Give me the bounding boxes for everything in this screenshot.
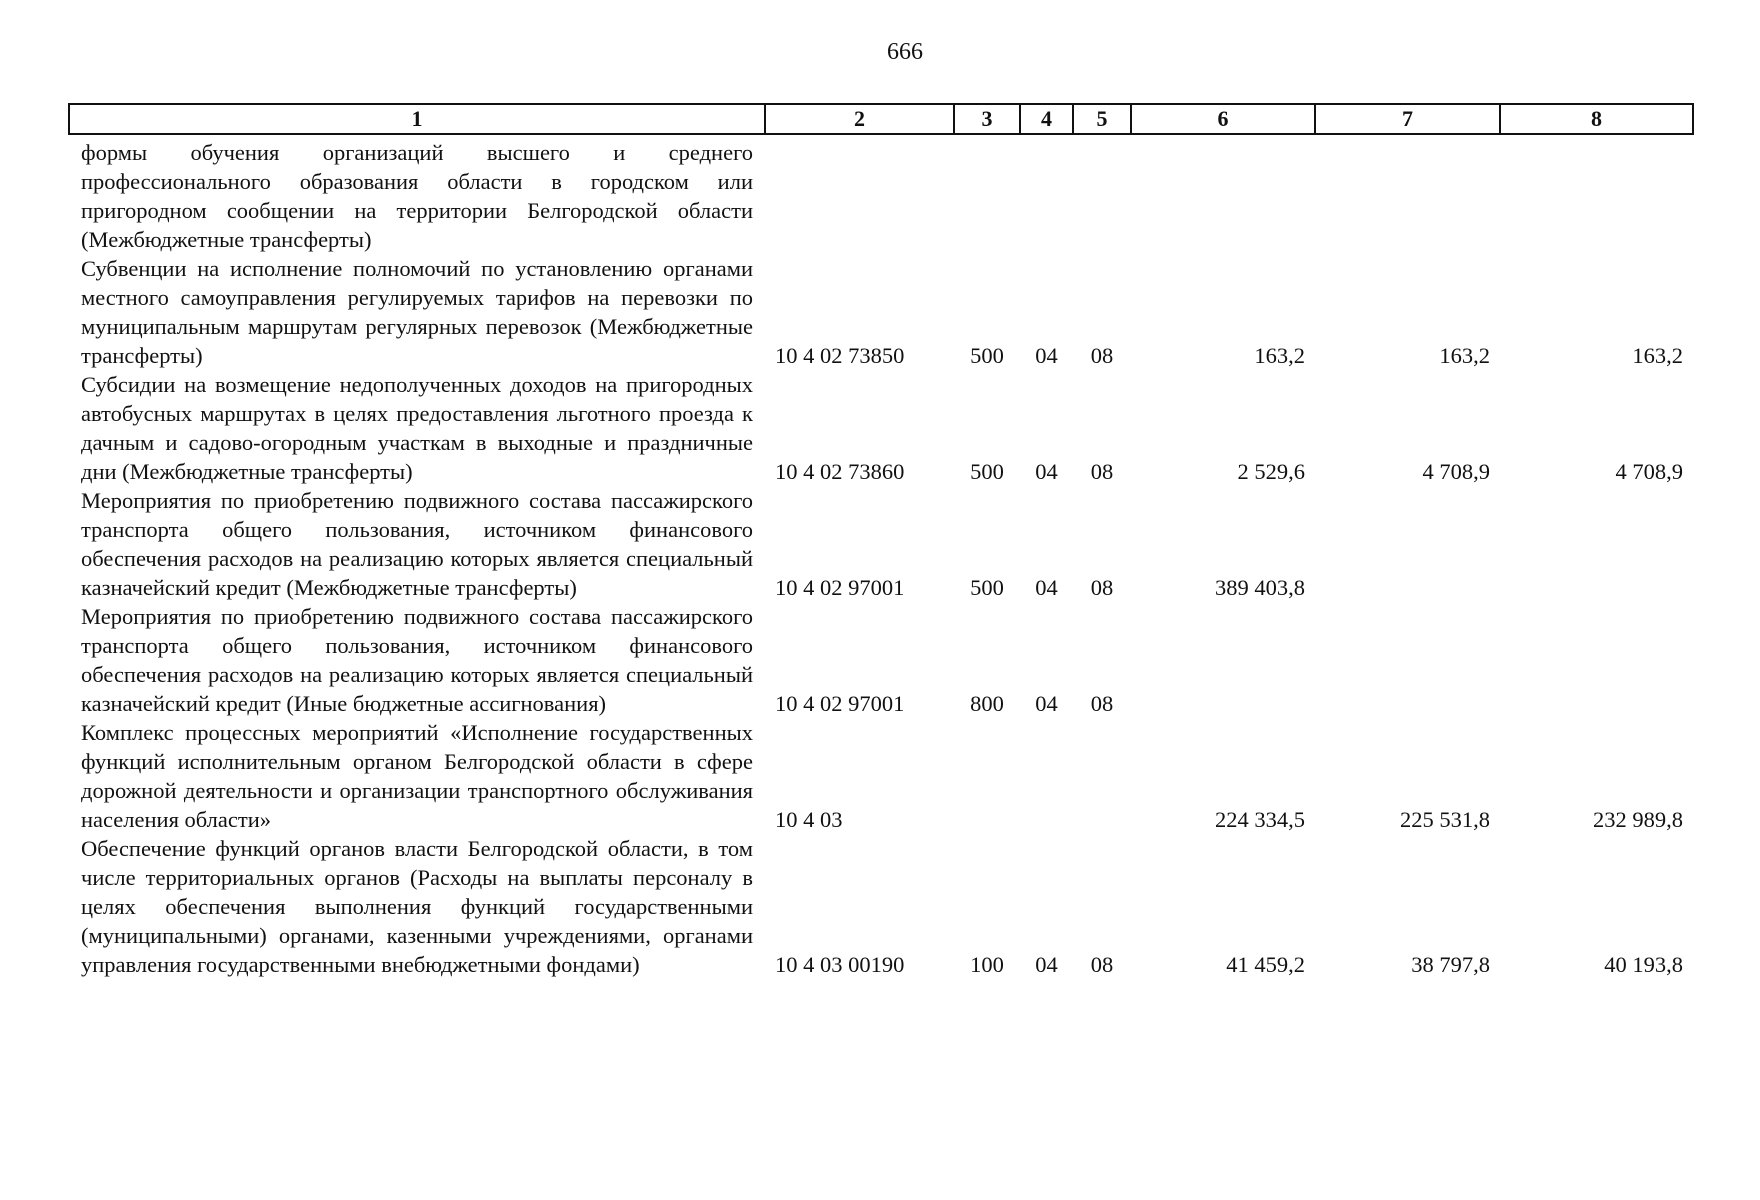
row-col-3 — [954, 718, 1020, 834]
row-code: 10 4 02 97001 — [775, 575, 905, 600]
row-col-3: 100 — [970, 952, 1004, 977]
header-col-1: 1 — [69, 104, 765, 134]
row-name: Мероприятия по приобретению подвижного состава пассажирского транспорта общего пользования, источником финансового обеспечения расходов на реализацию которых является специальный казначейский кредит (Межбюджетные трансферты) — [81, 488, 753, 600]
header-col-7: 7 — [1315, 104, 1500, 134]
row-col-4: 04 — [1035, 952, 1058, 977]
row-col-3 — [954, 134, 1020, 254]
row-col-5: 08 — [1090, 691, 1114, 716]
row-code: 10 4 02 73860 — [775, 459, 905, 484]
row-value-8 — [1500, 602, 1693, 718]
row-value-7 — [1315, 602, 1500, 718]
row-value-7 — [1315, 486, 1500, 602]
row-value-6: 163,2 — [1254, 343, 1305, 368]
table-row — [69, 134, 1693, 254]
row-value-6 — [1131, 134, 1315, 254]
row-value-8: 163,2 — [1632, 343, 1683, 368]
row-value-6 — [1131, 602, 1315, 718]
row-col-5: 08 — [1090, 459, 1114, 484]
header-col-3: 3 — [954, 104, 1020, 134]
row-col-4: 04 — [1035, 459, 1058, 484]
row-code: 10 4 03 — [775, 807, 843, 832]
row-col-5: 08 — [1090, 952, 1114, 977]
row-code — [765, 134, 954, 254]
table-row — [69, 718, 1693, 834]
table-row — [69, 834, 1693, 979]
row-col-3: 500 — [970, 575, 1004, 600]
row-value-6: 41 459,2 — [1226, 952, 1305, 977]
row-name: формы обучения организаций высшего и среднего профессионального образования области в городском или пригородном сообщении на территории Белгородской области (Межбюджетные трансферты) — [81, 140, 753, 252]
row-col-3: 500 — [970, 343, 1004, 368]
row-col-5: 08 — [1090, 575, 1114, 600]
row-code: 10 4 02 73850 — [775, 343, 905, 368]
table-row — [69, 486, 1693, 602]
row-value-6: 224 334,5 — [1215, 807, 1305, 832]
header-col-6: 6 — [1131, 104, 1315, 134]
row-code: 10 4 03 00190 — [775, 952, 905, 977]
table-row — [69, 254, 1693, 370]
row-col-4: 04 — [1035, 343, 1058, 368]
row-col-4 — [1020, 134, 1073, 254]
row-code: 10 4 02 97001 — [775, 691, 905, 716]
row-col-3: 500 — [970, 459, 1004, 484]
row-value-8: 40 193,8 — [1604, 952, 1683, 977]
row-value-6: 389 403,8 — [1215, 575, 1305, 600]
row-col-3: 800 — [970, 691, 1004, 716]
row-value-7: 38 797,8 — [1411, 952, 1490, 977]
row-value-7: 163,2 — [1439, 343, 1490, 368]
row-value-8: 232 989,8 — [1593, 807, 1683, 832]
header-col-5: 5 — [1073, 104, 1131, 134]
header-col-2: 2 — [765, 104, 954, 134]
row-value-8: 4 708,9 — [1615, 459, 1683, 484]
table-row — [69, 370, 1693, 486]
page-number: 666 — [887, 39, 923, 65]
row-value-7: 225 531,8 — [1400, 807, 1490, 832]
row-col-5: 08 — [1090, 343, 1114, 368]
budget-table — [68, 103, 1694, 979]
row-value-8 — [1500, 134, 1693, 254]
row-value-6: 2 529,6 — [1237, 459, 1305, 484]
row-name: Обеспечение функций органов власти Белгородской области, в том числе территориальных органов (Расходы на выплаты персоналу в целях обеспечения выполнения функций государственными (муниципальными) органами, казенными учреждениями, органами управления государственными внебюджетными фондами) — [81, 836, 753, 977]
row-value-8 — [1500, 486, 1693, 602]
table-header-row — [69, 104, 1693, 134]
header-col-8: 8 — [1500, 104, 1693, 134]
row-col-4 — [1020, 718, 1073, 834]
row-name: Субвенции на исполнение полномочий по установлению органами местного самоуправления регулируемых тарифов на перевозки по муниципальным маршрутам регулярных перевозок (Межбюджетные трансферты) — [81, 256, 753, 368]
header-col-4: 4 — [1020, 104, 1073, 134]
row-col-4: 04 — [1035, 575, 1058, 600]
row-name: Субсидии на возмещение недополученных доходов на пригородных автобусных маршрутах в целях предоставления льготного проезда к дачным и садово-огородным участкам в выходные и праздничные дни (Межбюджетные трансферты) — [81, 372, 753, 484]
row-name: Комплекс процессных мероприятий «Исполнение государственных функций исполнительным органом Белгородской области в сфере дорожной деятельности и организации транспортного обслуживания населения области» — [81, 720, 753, 832]
row-col-5 — [1073, 134, 1131, 254]
row-name: Мероприятия по приобретению подвижного состава пассажирского транспорта общего пользования, источником финансового обеспечения расходов на реализацию которых является специальный казначейский кредит (Иные бюджетные ассигнования) — [81, 604, 753, 716]
row-col-5 — [1073, 718, 1131, 834]
row-value-7: 4 708,9 — [1422, 459, 1490, 484]
row-value-7 — [1315, 134, 1500, 254]
table-row — [69, 602, 1693, 718]
row-col-4: 04 — [1035, 691, 1058, 716]
